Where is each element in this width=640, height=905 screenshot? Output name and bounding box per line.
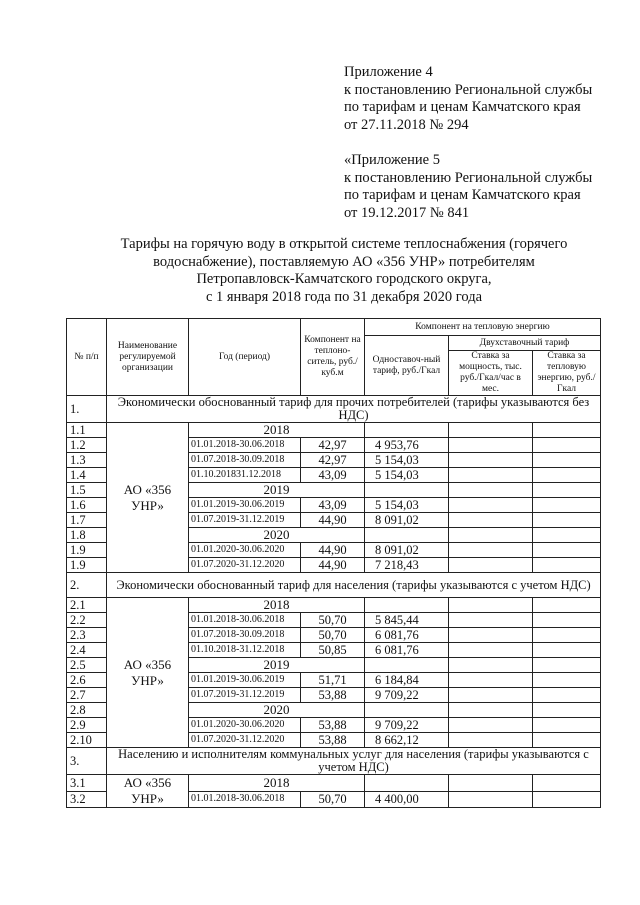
capacity-rate-value bbox=[449, 613, 533, 628]
table-row bbox=[67, 598, 601, 613]
water-component-value: 44,90 bbox=[301, 513, 365, 528]
header-two-rate: Двухставочный тариф bbox=[449, 336, 601, 351]
single-rate-value bbox=[365, 598, 449, 613]
row-number: 1.5 bbox=[67, 483, 107, 498]
year-label: 2020 bbox=[189, 528, 365, 543]
water-component-value: 43,09 bbox=[301, 468, 365, 483]
capacity-rate-value bbox=[449, 718, 533, 733]
energy-rate-value bbox=[533, 468, 601, 483]
header-heat-component: Компонент на тепловую энергию bbox=[365, 319, 601, 336]
single-rate-value: 6 081,76 bbox=[365, 628, 449, 643]
capacity-rate-value bbox=[449, 775, 533, 792]
row-number: 2.1 bbox=[67, 598, 107, 613]
single-rate-value: 8 091,02 bbox=[365, 513, 449, 528]
capacity-rate-value bbox=[449, 673, 533, 688]
row-number: 2.4 bbox=[67, 643, 107, 658]
header-org: Наименование регулируемой организации bbox=[107, 319, 189, 396]
capacity-rate-value bbox=[449, 483, 533, 498]
single-rate-value bbox=[365, 528, 449, 543]
period-range: 01.01.2019-30.06.2019 bbox=[189, 673, 301, 688]
header-energy-rate: Ставка за тепловую энергию, руб./Гкал bbox=[533, 351, 601, 396]
water-component-value: 42,97 bbox=[301, 438, 365, 453]
single-rate-value bbox=[365, 483, 449, 498]
period-range: 01.10.201831.12.2018 bbox=[189, 468, 301, 483]
year-label: 2020 bbox=[189, 703, 365, 718]
title-line: Петропавловск-Камчатского городского округа, bbox=[196, 271, 492, 287]
energy-rate-value bbox=[533, 688, 601, 703]
capacity-rate-value bbox=[449, 688, 533, 703]
organization-name: АО «356 УНР» bbox=[107, 598, 189, 748]
energy-rate-value bbox=[533, 703, 601, 718]
section-row bbox=[67, 396, 601, 423]
row-number: 1.9 bbox=[67, 558, 107, 573]
tariff-table bbox=[66, 318, 601, 808]
energy-rate-value bbox=[533, 543, 601, 558]
row-number: 1.3 bbox=[67, 453, 107, 468]
year-label: 2018 bbox=[189, 423, 365, 438]
title-line: водоснабжение), поставляемую АО «356 УНР» потребителям bbox=[153, 253, 535, 270]
row-number: 2.3 bbox=[67, 628, 107, 643]
capacity-rate-value bbox=[449, 733, 533, 748]
capacity-rate-value bbox=[449, 498, 533, 513]
header-num: № п/п bbox=[67, 319, 107, 396]
single-rate-value: 5 154,03 bbox=[365, 498, 449, 513]
water-component-value: 44,90 bbox=[301, 558, 365, 573]
row-number: 3.1 bbox=[67, 775, 107, 792]
year-label: 2019 bbox=[189, 483, 365, 498]
header-water-component: Компонент на теплоно-ситель, руб./куб.м bbox=[301, 319, 365, 396]
water-component-value: 44,90 bbox=[301, 543, 365, 558]
single-rate-value bbox=[365, 423, 449, 438]
single-rate-value: 9 709,22 bbox=[365, 688, 449, 703]
water-component-value: 42,97 bbox=[301, 453, 365, 468]
annex-4-line: по тарифам и ценам Камчатского края bbox=[344, 99, 581, 115]
organization-name: АО «356 УНР» bbox=[107, 423, 189, 573]
section-number: 2. bbox=[67, 573, 107, 598]
title-line: Тарифы на горячую воду в открытой системе теплоснабжения (горячего bbox=[120, 236, 568, 252]
section-number: 3. bbox=[67, 748, 107, 775]
single-rate-value bbox=[365, 775, 449, 792]
water-component-value: 50,70 bbox=[301, 791, 365, 808]
single-rate-value: 6 081,76 bbox=[365, 643, 449, 658]
annex-5-line: от 19.12.2017 № 841 bbox=[344, 204, 470, 221]
annex-4-line: Приложение 4 bbox=[344, 64, 433, 80]
document-title bbox=[70, 236, 618, 306]
period-range: 01.07.2020-31.12.2020 bbox=[189, 733, 301, 748]
period-range: 01.07.2018-30.09.2018 bbox=[189, 628, 301, 643]
energy-rate-value bbox=[533, 613, 601, 628]
capacity-rate-value bbox=[449, 468, 533, 483]
section-title: Населению и исполнителям коммунальных услуг для населения (тарифы указываются с учетом НДС) bbox=[107, 748, 601, 775]
annex-5-line: «Приложение 5 bbox=[344, 152, 440, 168]
capacity-rate-value bbox=[449, 543, 533, 558]
capacity-rate-value bbox=[449, 528, 533, 543]
period-range: 01.01.2018-30.06.2018 bbox=[189, 438, 301, 453]
row-number: 2.2 bbox=[67, 613, 107, 628]
period-range: 01.10.2018-31.12.2018 bbox=[189, 643, 301, 658]
capacity-rate-value bbox=[449, 423, 533, 438]
single-rate-value: 6 184,84 bbox=[365, 673, 449, 688]
row-number: 2.6 bbox=[67, 673, 107, 688]
single-rate-value: 8 091,02 bbox=[365, 543, 449, 558]
water-component-value: 43,09 bbox=[301, 498, 365, 513]
period-range: 01.01.2018-30.06.2018 bbox=[189, 613, 301, 628]
row-number: 1.8 bbox=[67, 528, 107, 543]
header-single-rate: Одноставоч-ный тариф, руб./Гкал bbox=[365, 336, 449, 396]
period-range: 01.07.2019-31.12.2019 bbox=[189, 688, 301, 703]
energy-rate-value bbox=[533, 513, 601, 528]
water-component-value: 53,88 bbox=[301, 718, 365, 733]
energy-rate-value bbox=[533, 453, 601, 468]
period-range: 01.01.2018-30.06.2018 bbox=[189, 791, 301, 808]
energy-rate-value bbox=[533, 558, 601, 573]
header-period: Год (период) bbox=[189, 319, 301, 396]
water-component-value: 50,85 bbox=[301, 643, 365, 658]
annex-4-header bbox=[344, 64, 592, 134]
capacity-rate-value bbox=[449, 558, 533, 573]
single-rate-value bbox=[365, 658, 449, 673]
energy-rate-value bbox=[533, 733, 601, 748]
single-rate-value: 5 154,03 bbox=[365, 468, 449, 483]
section-row bbox=[67, 573, 601, 598]
energy-rate-value bbox=[533, 628, 601, 643]
row-number: 2.9 bbox=[67, 718, 107, 733]
energy-rate-value bbox=[533, 673, 601, 688]
energy-rate-value bbox=[533, 775, 601, 792]
single-rate-value: 9 709,22 bbox=[365, 718, 449, 733]
water-component-value: 50,70 bbox=[301, 628, 365, 643]
tariff-table-body bbox=[67, 396, 601, 808]
capacity-rate-value bbox=[449, 791, 533, 808]
section-row bbox=[67, 748, 601, 775]
header-capacity-rate: Ставка за мощность, тыс. руб./Гкал/час в мес. bbox=[449, 351, 533, 396]
single-rate-value: 5 845,44 bbox=[365, 613, 449, 628]
single-rate-value: 5 154,03 bbox=[365, 453, 449, 468]
period-range: 01.01.2020-30.06.2020 bbox=[189, 543, 301, 558]
year-label: 2018 bbox=[189, 775, 365, 792]
section-title: Экономически обоснованный тариф для прочих потребителей (тарифы указываются без НДС) bbox=[107, 396, 601, 423]
period-range: 01.01.2020-30.06.2020 bbox=[189, 718, 301, 733]
energy-rate-value bbox=[533, 658, 601, 673]
water-component-value: 51,71 bbox=[301, 673, 365, 688]
energy-rate-value bbox=[533, 438, 601, 453]
organization-name: АО «356 УНР» bbox=[107, 775, 189, 808]
water-component-value: 53,88 bbox=[301, 688, 365, 703]
period-range: 01.07.2019-31.12.2019 bbox=[189, 513, 301, 528]
single-rate-value: 4 953,76 bbox=[365, 438, 449, 453]
year-label: 2018 bbox=[189, 598, 365, 613]
energy-rate-value bbox=[533, 718, 601, 733]
water-component-value: 50,70 bbox=[301, 613, 365, 628]
annex-5-line: к постановлению Региональной службы bbox=[344, 169, 593, 186]
period-range: 01.07.2018-30.09.2018 bbox=[189, 453, 301, 468]
annex-4-line: от 27.11.2018 № 294 bbox=[344, 116, 469, 133]
water-component-value: 53,88 bbox=[301, 733, 365, 748]
energy-rate-value bbox=[533, 483, 601, 498]
capacity-rate-value bbox=[449, 643, 533, 658]
capacity-rate-value bbox=[449, 658, 533, 673]
tariff-table-wrapper bbox=[66, 318, 601, 808]
capacity-rate-value bbox=[449, 453, 533, 468]
energy-rate-value bbox=[533, 598, 601, 613]
row-number: 1.6 bbox=[67, 498, 107, 513]
energy-rate-value bbox=[533, 528, 601, 543]
row-number: 2.7 bbox=[67, 688, 107, 703]
row-number: 1.1 bbox=[67, 423, 107, 438]
capacity-rate-value bbox=[449, 703, 533, 718]
energy-rate-value bbox=[533, 791, 601, 808]
capacity-rate-value bbox=[449, 438, 533, 453]
energy-rate-value bbox=[533, 423, 601, 438]
year-label: 2019 bbox=[189, 658, 365, 673]
row-number: 1.7 bbox=[67, 513, 107, 528]
period-range: 01.01.2019-30.06.2019 bbox=[189, 498, 301, 513]
period-range: 01.07.2020-31.12.2020 bbox=[189, 558, 301, 573]
annex-5-header bbox=[344, 152, 592, 222]
row-number: 1.9 bbox=[67, 543, 107, 558]
row-number: 1.2 bbox=[67, 438, 107, 453]
row-number: 2.8 bbox=[67, 703, 107, 718]
title-line: с 1 января 2018 года по 31 декабря 2020 года bbox=[205, 288, 483, 305]
energy-rate-value bbox=[533, 643, 601, 658]
row-number: 3.2 bbox=[67, 791, 107, 808]
row-number: 2.10 bbox=[67, 733, 107, 748]
capacity-rate-value bbox=[449, 628, 533, 643]
single-rate-value: 4 400,00 bbox=[365, 791, 449, 808]
section-title: Экономически обоснованный тариф для населения (тарифы указываются с учетом НДС) bbox=[107, 573, 601, 598]
row-number: 1.4 bbox=[67, 468, 107, 483]
energy-rate-value bbox=[533, 498, 601, 513]
capacity-rate-value bbox=[449, 598, 533, 613]
table-row bbox=[67, 423, 601, 438]
single-rate-value: 7 218,43 bbox=[365, 558, 449, 573]
section-number: 1. bbox=[67, 396, 107, 423]
single-rate-value: 8 662,12 bbox=[365, 733, 449, 748]
row-number: 2.5 bbox=[67, 658, 107, 673]
single-rate-value bbox=[365, 703, 449, 718]
capacity-rate-value bbox=[449, 513, 533, 528]
table-row bbox=[67, 775, 601, 792]
annex-5-line: по тарифам и ценам Камчатского края bbox=[344, 187, 581, 203]
annex-4-line: к постановлению Региональной службы bbox=[344, 81, 593, 98]
